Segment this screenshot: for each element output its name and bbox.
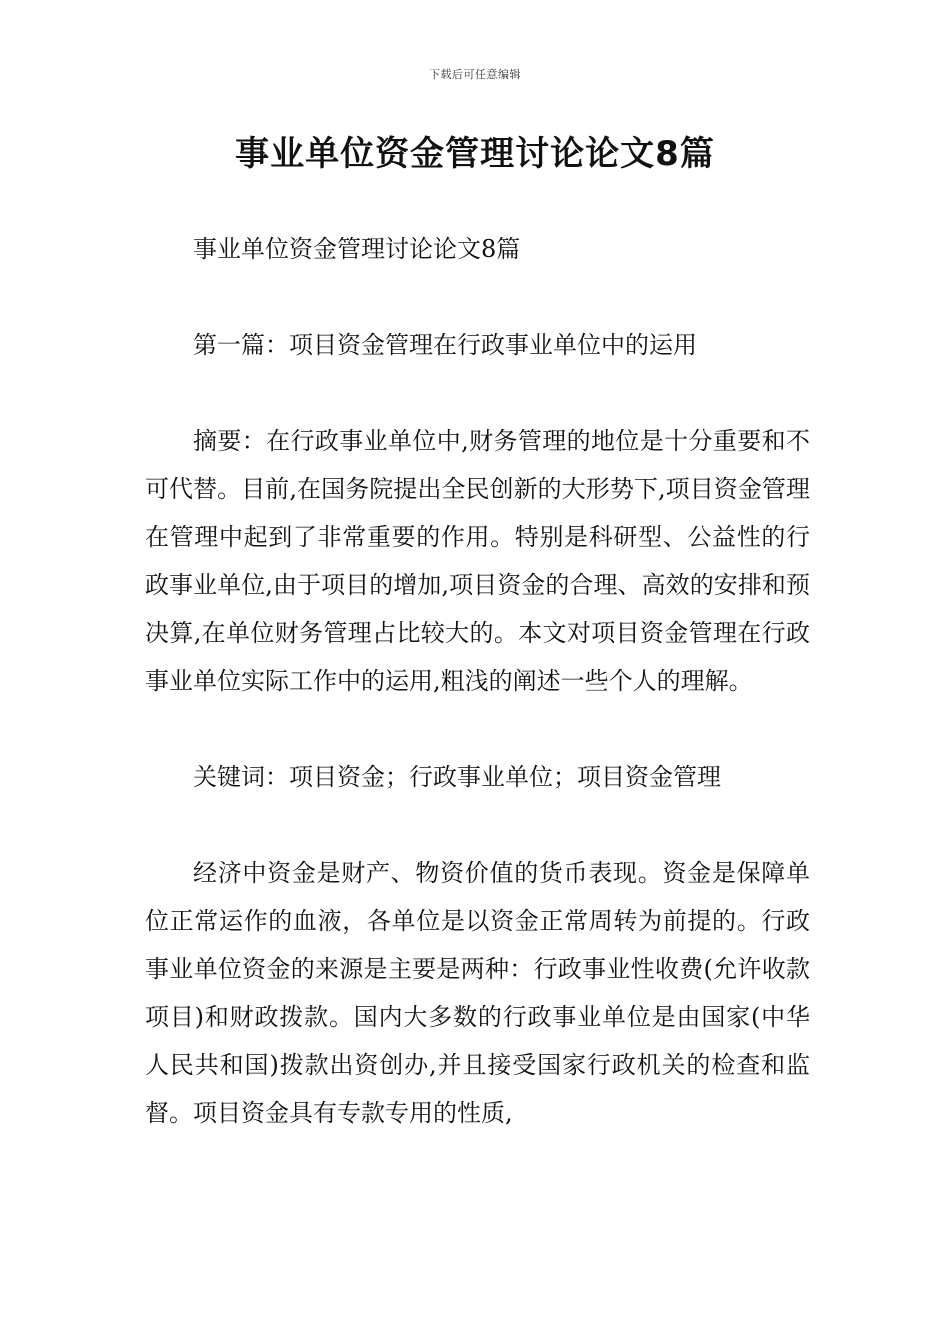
document-body [145,225,810,1137]
keywords-paragraph: 关键词：项目资金；行政事业单位；项目资金管理 [193,763,721,791]
header-note: 下载后可任意编辑 [429,68,521,81]
chapter-heading: 第一篇：项目资金管理在行政事业单位中的运用 [193,331,697,359]
paragraph-gap [145,273,810,321]
body-paragraph: 经济中资金是财产、物资价值的货币表现。资金是保障单位正常运作的血液，各单位是以资金正常周转为前提的。行政事业单位资金的来源是主要是两种：行政事业性收费(允许收款项目)和财政拨款。国内大多数的行政事业单位是由国家(中华人民共和国)拨款出资创办,并且接受国家行政机关的检查和监督。项目资金具有专款专用的性质, [145,859,810,1127]
subtitle-paragraph: 事业单位资金管理讨论论文8篇 [193,235,521,263]
paragraph-gap [145,369,810,417]
document-title: 事业单位资金管理讨论论文8篇 [235,134,715,174]
paragraph-gap [145,801,810,849]
paragraph-gap [145,705,810,753]
abstract-paragraph: 摘要：在行政事业单位中,财务管理的地位是十分重要和不可代替。目前,在国务院提出全民创新的大形势下,项目资金管理在管理中起到了非常重要的作用。特别是科研型、公益性的行政事业单位,由于项目的增加,项目资金的合理、高效的安排和预决算,在单位财务管理占比较大的。本文对项目资金管理在行政事业单位实际工作中的运用,粗浅的阐述一些个人的理解。 [145,427,810,695]
